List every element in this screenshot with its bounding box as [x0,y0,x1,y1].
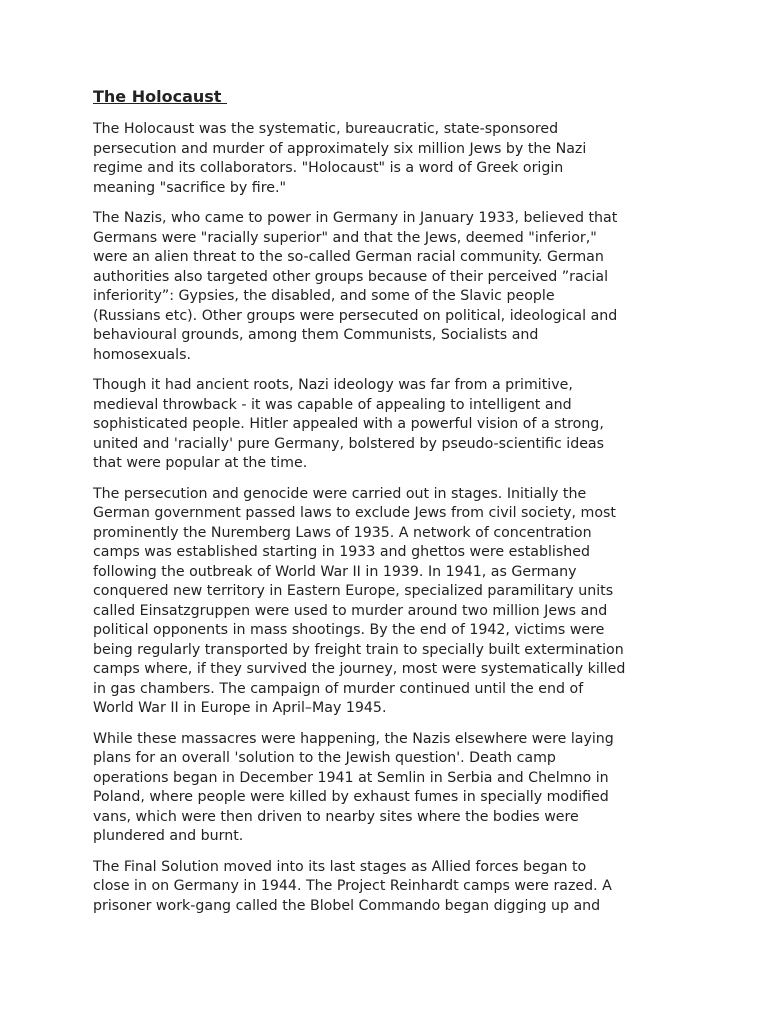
text-line: meaning "sacrifice by fire." [93,179,286,196]
text-line: called Einsatzgruppen were used to murder around two million Jews and [93,602,608,619]
text-line: The Nazis, who came to power in Germany in January 1933, believed that [93,210,618,226]
document-title: The Holocaust [93,87,227,106]
text-line: camps was established starting in 1933 and ghettos were established [93,544,590,560]
text-line: regime and its collaborators. "Holocaust" is a word of Greek origin [93,160,564,176]
text-line: Poland, where people were killed by exhaust fumes in specially modified [93,789,609,805]
text-line: prisoner work-gang called the Blobel Commando began digging up and [93,897,601,914]
text-line: being regularly transported by freight train to specially built extermination [93,641,624,658]
text-line: united and 'racially' pure Germany, bolstered by pseudo-scientific ideas [93,435,605,452]
text-line: The persecution and genocide were carried out in stages. Initially the [93,485,587,502]
text-line: in gas chambers. The campaign of murder continued until the end of [93,680,584,697]
paragraph [93,376,683,474]
text-line: While these massacres were happening, the Nazis elsewhere were laying [93,730,614,747]
text-line: close in on Germany in 1944. The Project Reinhardt camps were razed. A [93,878,612,894]
paragraph [93,120,683,198]
text-line: political opponents in mass shootings. By the end of 1942, victims were [93,622,605,638]
text-line: The Holocaust was the systematic, bureaucratic, state-sponsored [93,121,559,137]
text-line: The Final Solution moved into its last stages as Allied forces began to [93,858,587,875]
text-line: persecution and murder of approximately six million Jews by the Nazi [93,140,587,157]
text-line: sophisticated people. Hitler appealed with a powerful vision of a strong, [93,416,604,432]
paragraph [93,858,683,917]
text-line: German government passed laws to exclude Jews from civil society, most [93,505,616,521]
text-line: were an alien threat to the so-called German racial community. German [93,249,604,265]
text-line: authorities also targeted other groups because of their perceived ”racial [93,268,609,285]
text-line: that were popular at the time. [93,455,308,471]
text-line: plans for an overall 'solution to the Jewish question'. Death camp [93,750,556,766]
text-line: prominently the Nuremberg Laws of 1935. A network of concentration [93,524,592,541]
text-line: World War II in Europe in April–May 1945. [93,700,387,716]
paragraph [93,730,683,847]
text-line: plundered and burnt. [93,828,244,844]
text-line: (Russians etc). Other groups were persecuted on political, ideological and [93,307,618,324]
text-line: camps where, if they survived the journey, most were systematically killed [93,661,626,677]
text-line: operations began in December 1941 at Semlin in Serbia and Chelmno in [93,769,609,786]
document-body [93,86,683,927]
text-line: Though it had ancient roots, Nazi ideology was far from a primitive, [93,377,573,393]
paragraph [93,209,683,365]
text-line: conquered new territory in Eastern Europe, specialized paramilitary units [93,583,614,599]
text-line: homosexuals. [93,346,191,363]
text-line: vans, which were then driven to nearby sites where the bodies were [93,808,579,825]
text-line: medieval throwback - it was capable of appealing to intelligent and [93,396,572,413]
text-line: Germans were "racially superior" and that the Jews, deemed "inferior," [93,229,597,246]
paragraph [93,485,683,719]
text-line: following the outbreak of World War II in 1939. In 1941, as Germany [93,563,577,580]
paragraph-container [93,120,683,916]
text-line: inferiority”: Gypsies, the disabled, and some of the Slavic people [93,288,555,304]
text-line: behavioural grounds, among them Communists, Socialists and [93,327,539,343]
